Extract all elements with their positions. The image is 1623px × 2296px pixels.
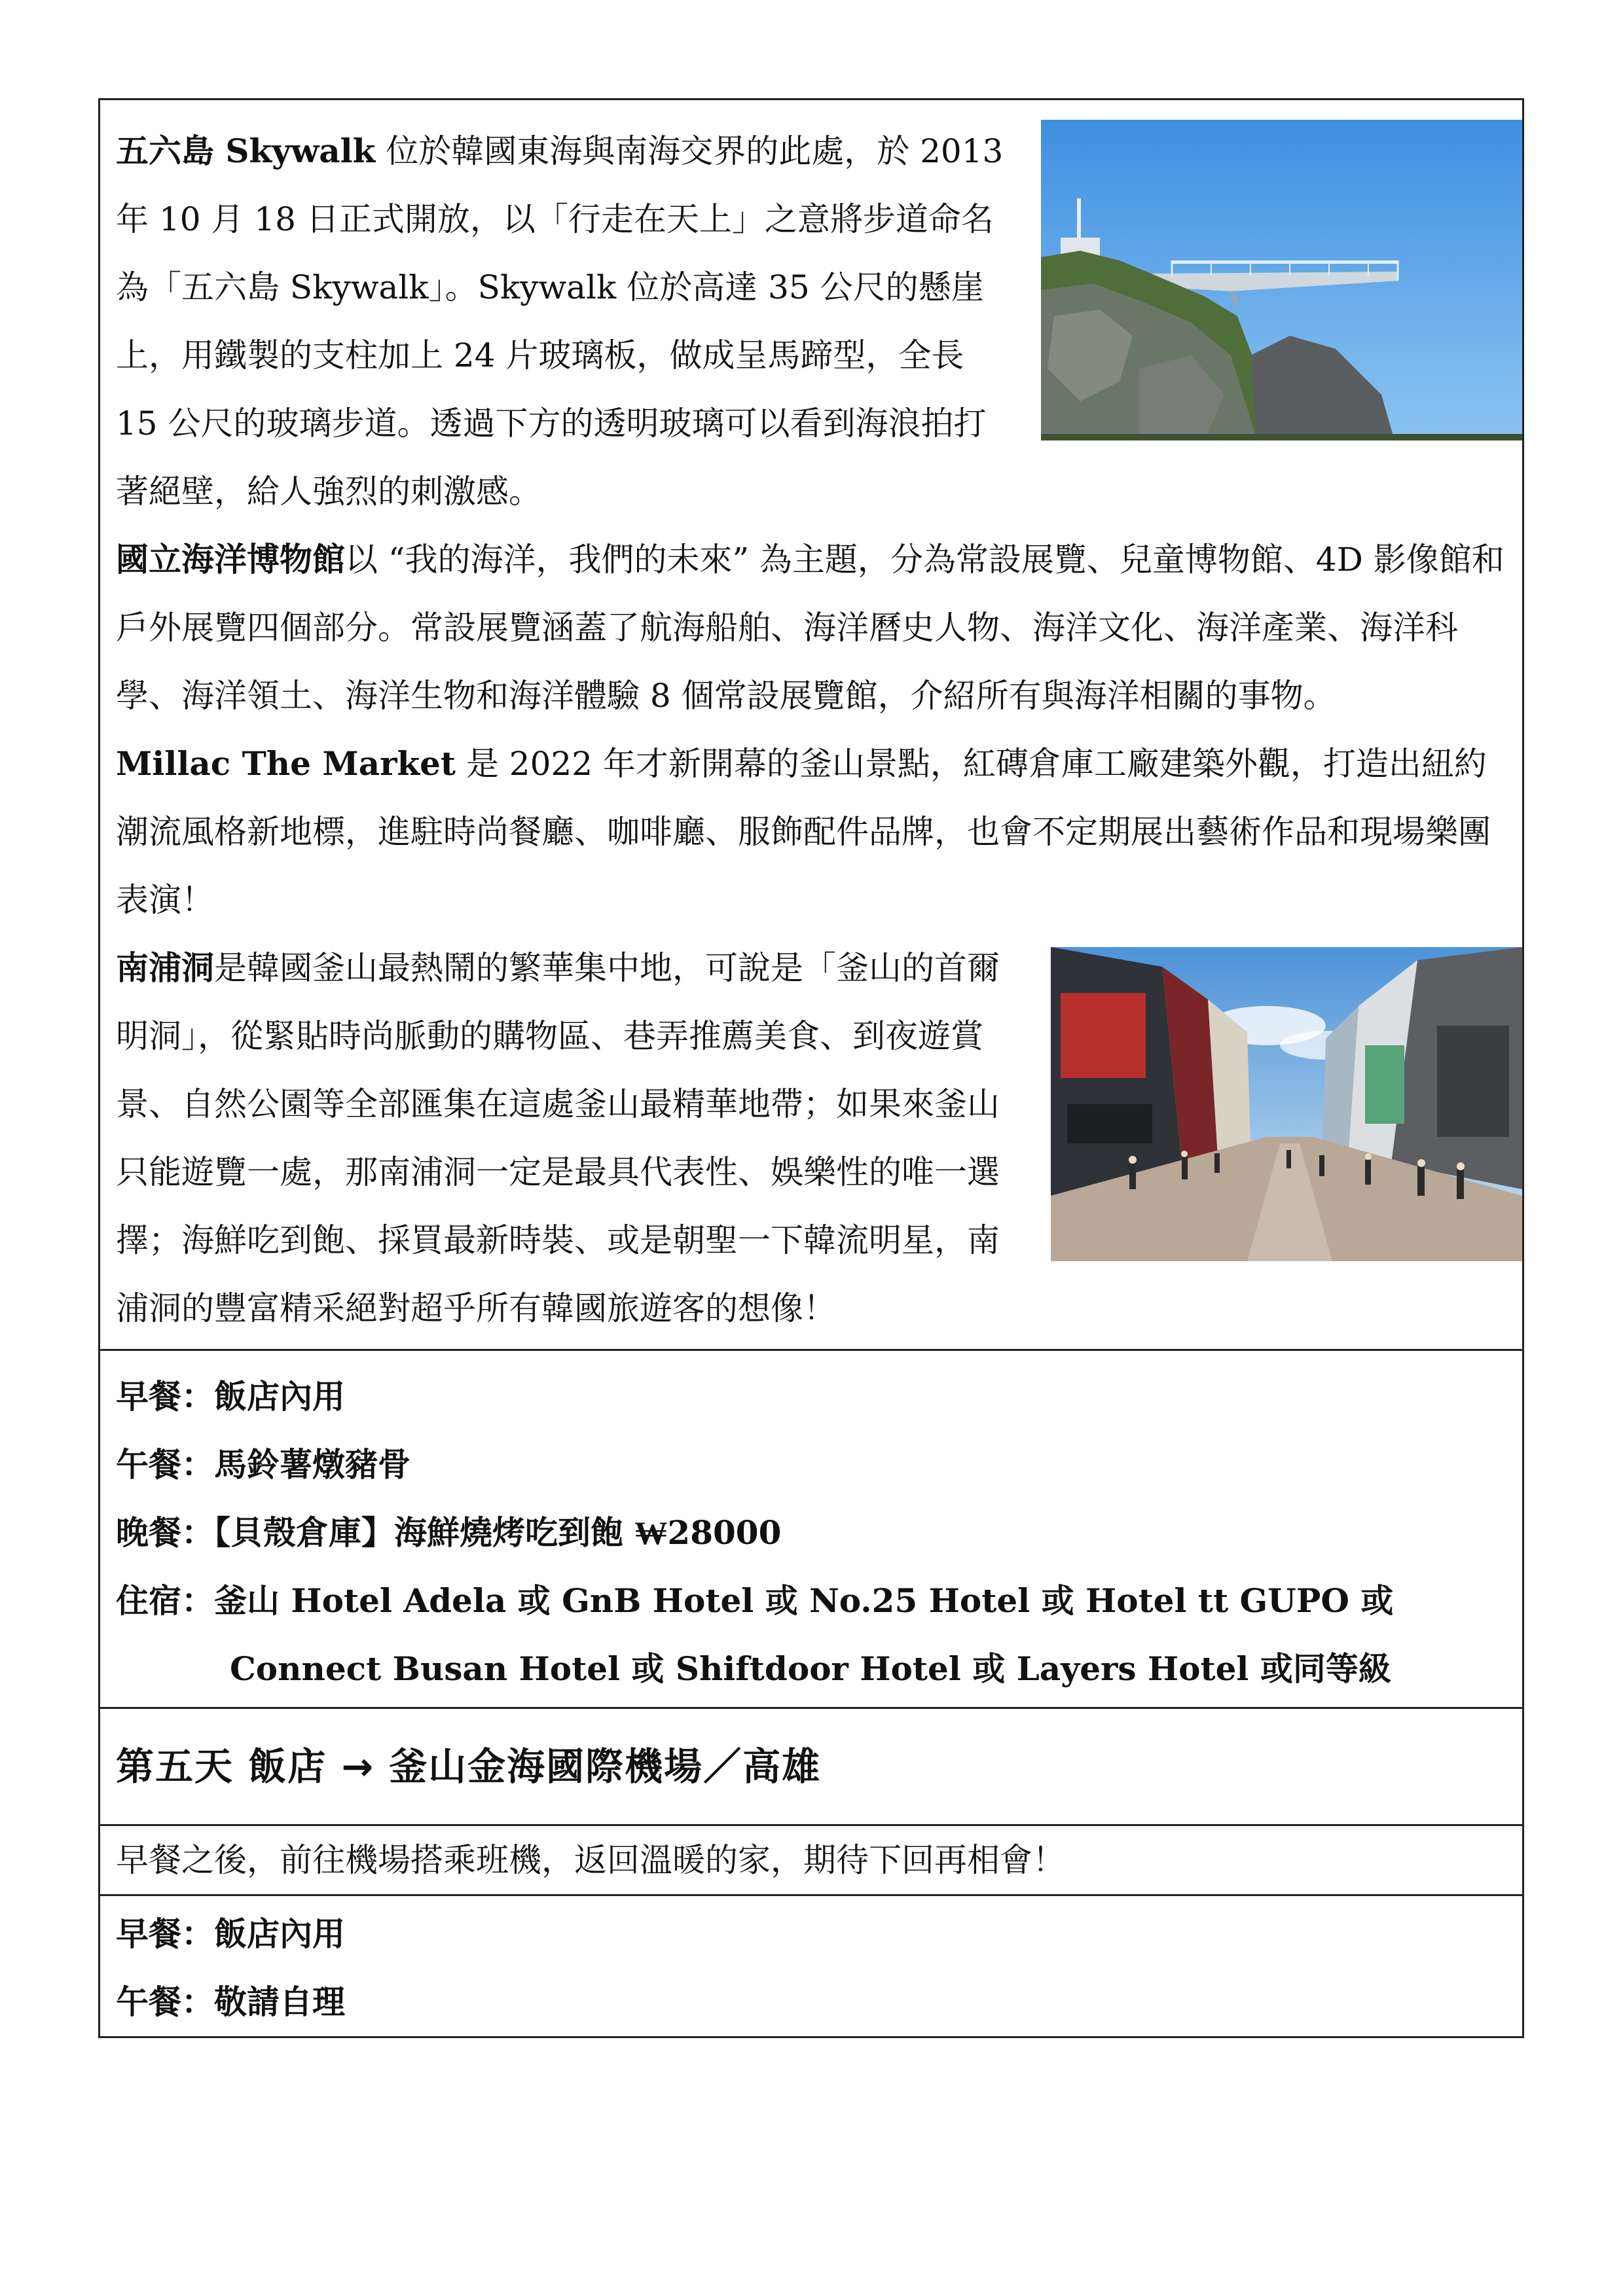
museum-text: 以 “我的海洋，我們的未來” 為主題，分為常設展覽、兒童博物館、4D 影像館和戶外展覽四個部分。常設展覽涵蓋了航海船舶、海洋曆史人物、海洋文化、海洋產業、海洋科學、海洋領土、海洋生物和海洋體驗 8 個常設展覽館，介紹所有與海洋相關的事物。 — [116, 541, 1504, 715]
day4-lunch: 午餐：馬鈴薯燉豬骨 — [116, 1445, 410, 1484]
day4-meals — [100, 1351, 1522, 1707]
day5-description: 早餐之後，前往機場搭乘班機，返回溫暖的家，期待下回再相會！ — [116, 1841, 1065, 1879]
day5-title: 第五天 飯店 → 釜山金海國際機場／高雄 — [116, 1744, 822, 1789]
skywalk-photo — [1041, 120, 1522, 440]
day4-hotel-line2: Connect Busan Hotel 或 Shiftdoor Hotel 或 Layers Hotel 或同等級 — [230, 1649, 1391, 1688]
day5-description-row — [100, 1826, 1522, 1896]
skywalk-name: 五六島 Skywalk — [116, 132, 376, 170]
day4-meals-row — [100, 1351, 1522, 1709]
day5-breakfast: 早餐：飯店內用 — [116, 1914, 345, 1953]
millac-name: Millac The Market — [116, 744, 456, 783]
millac-paragraph — [116, 730, 1508, 934]
nampo-street-image — [1051, 947, 1522, 1261]
attractions-row — [100, 100, 1522, 1351]
nampo-street-photo — [1051, 947, 1522, 1261]
day5-meals — [100, 1896, 1522, 2036]
day4-dinner: 晚餐：【貝殼倉庫】海鮮燒烤吃到飽 ₩28000 — [116, 1513, 782, 1552]
day5-lunch: 午餐：敬請自理 — [116, 1982, 345, 2021]
skywalk-image — [1041, 120, 1522, 440]
day4-breakfast: 早餐：飯店內用 — [116, 1377, 345, 1416]
museum-paragraph — [116, 526, 1508, 730]
skywalk-text: 位於韓國東海與南海交界的此處，於 2013 年 10 月 18 日正式開放，以「行走在天上」之意將步道命名為「五六島 Skywalk」。Skywalk 位於高達 35 公尺的懸崖上，用鐵製的支柱加上 24 片玻璃板，做成呈馬蹄型，全長 15 公尺的玻璃步道。透過下方的透明玻璃可以看到海浪拍打著絕壁，給人強烈的刺激感。 — [116, 132, 1004, 511]
day5-title-row — [100, 1709, 1522, 1826]
attractions-content — [100, 100, 1522, 1349]
day4-hotel-line1: 住宿：釜山 Hotel Adela 或 GnB Hotel 或 No.25 Hotel 或 Hotel tt GUPO 或 — [116, 1581, 1394, 1620]
nampo-text: 是韓國釜山最熱鬧的繁華集中地，可說是「釜山的首爾明洞」，從緊貼時尚脈動的購物區、巷弄推薦美食、到夜遊賞景、自然公園等全部匯集在這處釜山最精華地帶；如果來釜山只能遊覽一處，那南浦洞一定是最具代表性、娛樂性的唯一選擇；海鮮吃到飽、採買最新時裝、或是朝聖一下韓流明星，南浦洞的豐富精采絕對超乎所有韓國旅遊客的想像！ — [116, 949, 1000, 1327]
nampo-name: 南浦洞 — [116, 948, 214, 987]
itinerary-table — [98, 98, 1524, 2038]
day5-meals-row — [100, 1896, 1522, 2036]
millac-text: 是 2022 年才新開幕的釜山景點，紅磚倉庫工廠建築外觀，打造出紐約潮流風格新地標，進駐時尚餐廳、咖啡廳、服飾配件品牌，也會不定期展出藝術作品和現場樂團表演！ — [116, 745, 1491, 919]
museum-name: 國立海洋博物館 — [116, 540, 345, 579]
